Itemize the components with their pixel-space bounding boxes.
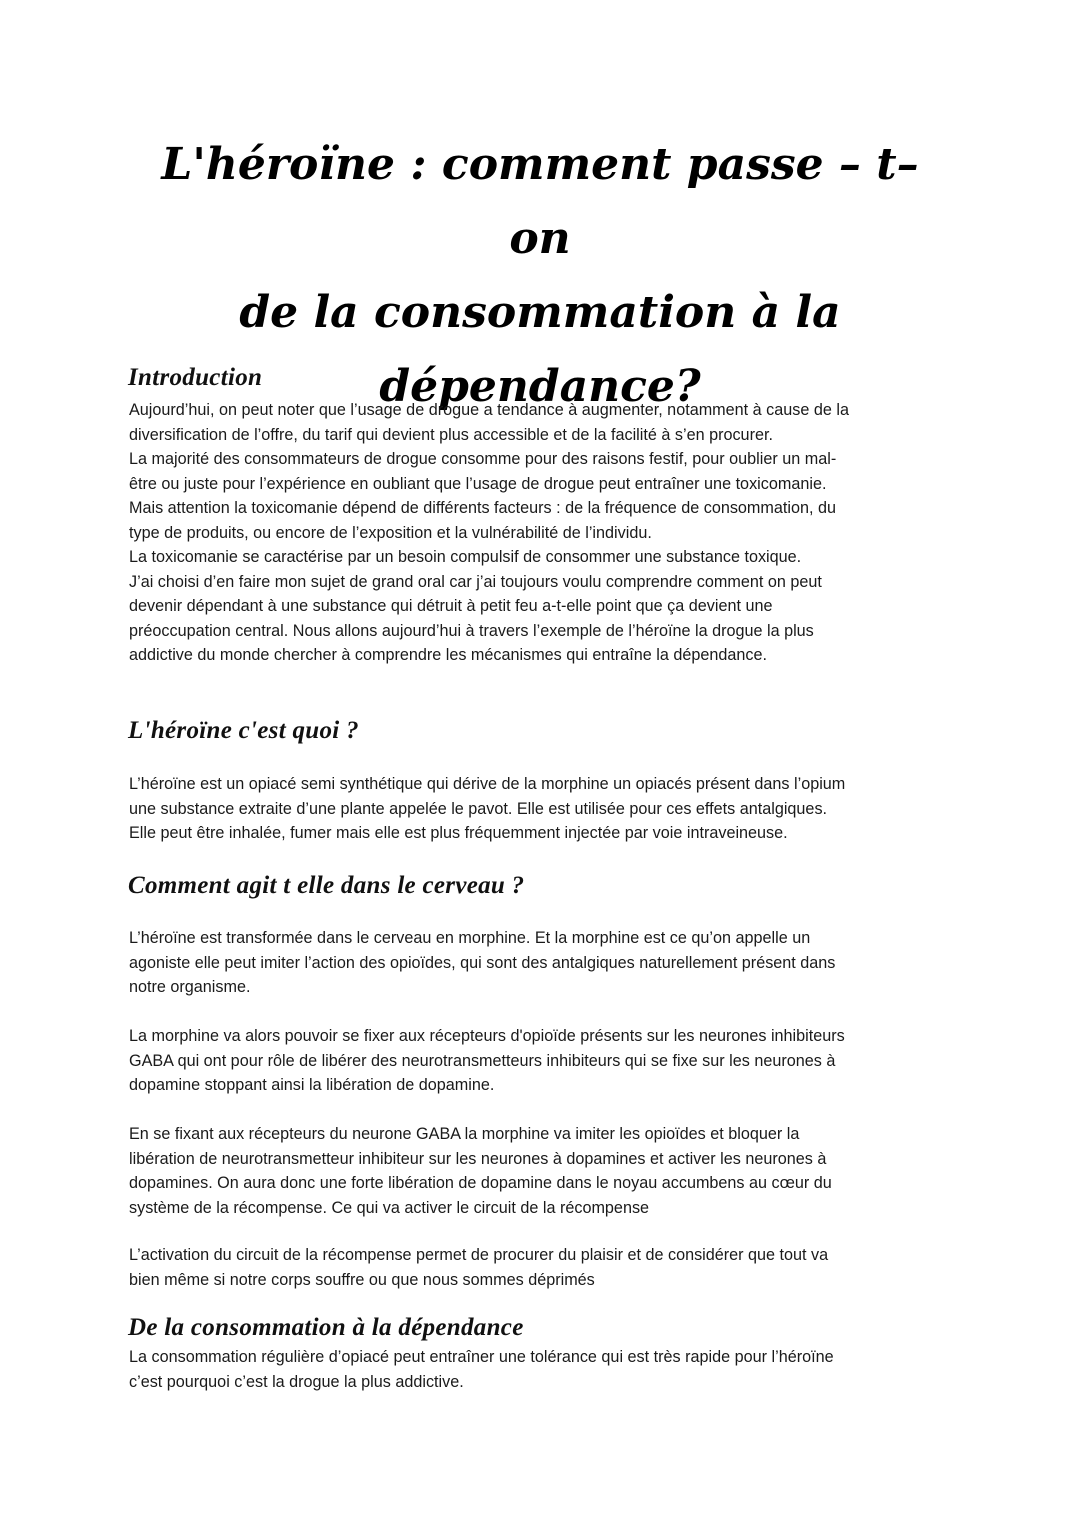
text-line: La toxicomanie se caractérise par un besoin compulsif de consommer une substance toxique. xyxy=(129,548,802,566)
title-line: dépendance? xyxy=(379,361,701,412)
text-line: addictive du monde chercher à comprendre les mécanismes qui entraîne la dépendance. xyxy=(129,646,767,664)
text-line: bien même si notre corps souffre ou que nous sommes déprimés xyxy=(129,1270,595,1289)
text-line: préoccupation central. Nous allons aujourd’hui à travers l’exemple de l’héroïne la drogue la plus xyxy=(129,621,814,640)
text-line: La morphine va alors pouvoir se fixer aux récepteurs d'opioïde présents sur les neurones inhibiteurs xyxy=(129,1027,845,1045)
brain-paragraph-1 xyxy=(129,926,959,1000)
text-line: L’héroïne est un opiacé semi synthétique qui dérive de la morphine un opiacés présent dans l’opium xyxy=(129,775,846,793)
document-title xyxy=(150,128,930,424)
text-line: En se fixant aux récepteurs du neurone GABA la morphine va imiter les opioïdes et bloquer la xyxy=(129,1125,800,1143)
text-line: être ou juste pour l’expérience en oubliant que l’usage de drogue peut entraîner une toxicomanie. xyxy=(129,474,827,493)
text-line: c’est pourquoi c’est la drogue la plus addictive. xyxy=(129,1372,464,1391)
text-line: La consommation régulière d’opiacé peut entraîner une tolérance qui est très rapide pour l’héroïne xyxy=(129,1348,834,1366)
dependence-paragraph xyxy=(129,1345,959,1394)
text-line: agoniste elle peut imiter l’action des opioïdes, qui sont des antalgiques naturellement présent dans xyxy=(129,953,836,972)
text-line: libération de neurotransmetteur inhibiteur sur les neurones à dopamines et activer les neurones à xyxy=(129,1149,827,1168)
brain-paragraph-2 xyxy=(129,1024,959,1098)
text-line: devenir dépendant à une substance qui détruit à petit feu a-t-elle point que ça devient une xyxy=(129,597,773,615)
section-heading-dependence: De la consommation à la dépendance xyxy=(128,1314,524,1341)
section-heading-definition: L'héroïne c'est quoi ? xyxy=(128,717,359,744)
definition-paragraph xyxy=(129,772,959,846)
text-line: GABA qui ont pour rôle de libérer des neurotransmetteurs inhibiteurs qui se fixe sur les neurones à xyxy=(129,1051,836,1070)
text-line: une substance extraite d’une plante appelée le pavot. Elle est utilisée pour ces effets antalgiques. xyxy=(129,799,828,818)
text-line: notre organisme. xyxy=(129,978,251,996)
text-line: Elle peut être inhalée, fumer mais elle est plus fréquemment injectée par voie intraveineuse. xyxy=(129,824,788,842)
title-line: L'héroïne : comment passe – t– on xyxy=(161,139,919,264)
text-line: La majorité des consommateurs de drogue consomme pour des raisons festif, pour oublier un mal- xyxy=(129,450,837,468)
text-line: système de la récompense. Ce qui va activer le circuit de la récompense xyxy=(129,1198,650,1217)
text-line: Aujourd’hui, on peut noter que l’usage de drogue a tendance à augmenter, notamment à cause de la xyxy=(129,401,849,419)
text-line: dopamine stoppant ainsi la libération de dopamine. xyxy=(129,1076,495,1094)
brain-paragraph-4 xyxy=(129,1243,959,1292)
text-line: dopamines. On aura donc une forte libération de dopamine dans le noyau accumbens au cœur du xyxy=(129,1174,832,1192)
text-line: L’activation du circuit de la récompense permet de procurer du plaisir et de considérer que tout va xyxy=(129,1246,829,1264)
section-heading-introduction: Introduction xyxy=(128,364,263,391)
section-heading-brain: Comment agit t elle dans le cerveau ? xyxy=(128,872,525,899)
text-line: Mais attention la toxicomanie dépend de différents facteurs : de la fréquence de consommation, du xyxy=(129,499,836,517)
text-line: type de produits, ou encore de l’exposition et la vulnérabilité de l’individu. xyxy=(129,523,652,542)
text-line: L’héroïne est transformée dans le cerveau en morphine. Et la morphine est ce qu’on appelle un xyxy=(129,929,811,947)
text-line: diversification de l’offre, du tarif qui devient plus accessible et de la facilité à s’en procurer. xyxy=(129,425,773,444)
title-line: de la consommation à la xyxy=(239,287,841,338)
introduction-paragraph xyxy=(129,398,959,668)
brain-paragraph-3 xyxy=(129,1122,959,1220)
text-line: J’ai choisi d’en faire mon sujet de grand oral car j’ai toujours voulu comprendre comment on peut xyxy=(129,572,822,591)
